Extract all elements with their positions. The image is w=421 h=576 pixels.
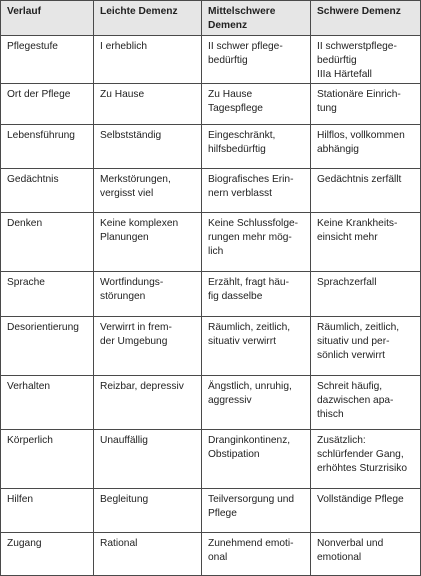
table-cell: Stationäre Einrich- tung [311,84,421,125]
table-cell: Biografisches Erin- nern verblasst [202,169,311,213]
table-cell: Zunehmend emoti- onal [202,533,311,576]
table-cell: Räumlich, zeitlich, situativ und per- sönlich verwirrt [311,317,421,376]
table-cell: Wortfindungs- störungen [94,272,202,317]
table-cell: Erzählt, fragt häu- fig dasselbe [202,272,311,317]
row-label-cell: Hilfen [1,489,94,533]
table-cell: Vollständige Pflege [311,489,421,533]
table-cell: Schreit häufig, dazwischen apa- thisch [311,376,421,430]
header-cell-schwere-demenz: Schwere Demenz [311,1,421,36]
table-cell: Rational [94,533,202,576]
table-row [1,376,421,430]
table-cell: Keine Schlussfolge- rungen mehr mög- lich [202,213,311,272]
table-cell: Zu Hause Tagespflege [202,84,311,125]
table-cell: Unauffällig [94,430,202,489]
table-row [1,272,421,317]
table-cell: Keine Krankheits- einsicht mehr [311,213,421,272]
table-row [1,533,421,576]
table-cell: Sprachzerfall [311,272,421,317]
table-body [1,36,421,576]
table-cell: Eingeschränkt, hilfsbedürftig [202,125,311,169]
header-row [1,1,421,36]
header-cell-mittelschwere-demenz: Mittelschwere Demenz [202,1,311,36]
table-cell: Verwirrt in frem- der Umgebung [94,317,202,376]
table-row [1,430,421,489]
row-label-cell: Denken [1,213,94,272]
row-label-cell: Verhalten [1,376,94,430]
row-label-cell: Zugang [1,533,94,576]
table-cell: II schwer pflege- bedürftig [202,36,311,84]
table-cell: Räumlich, zeitlich, situativ verwirrt [202,317,311,376]
table-row [1,489,421,533]
table-cell: Nonverbal und emotional [311,533,421,576]
table-cell: Merkstörungen, vergisst viel [94,169,202,213]
table-cell: Hilflos, vollkommen abhängig [311,125,421,169]
table-row [1,169,421,213]
table-cell: Teilversorgung und Pflege [202,489,311,533]
table-row [1,213,421,272]
table-cell: Ängstlich, unruhig, aggressiv [202,376,311,430]
table-cell: II schwerstpflege- bedürftig IIIa Härtefall [311,36,421,84]
table-header [1,1,421,36]
row-label-cell: Körperlich [1,430,94,489]
table-row [1,36,421,84]
row-label-cell: Ort der Pflege [1,84,94,125]
table-cell: Dranginkontinenz, Obstipation [202,430,311,489]
row-label-cell: Lebensführung [1,125,94,169]
table-row [1,84,421,125]
table-row [1,317,421,376]
table-cell: Gedächtnis zerfällt [311,169,421,213]
table-cell: Keine komplexen Planungen [94,213,202,272]
row-label-cell: Gedächtnis [1,169,94,213]
header-cell-leichte-demenz: Leichte Demenz [94,1,202,36]
table-cell: Begleitung [94,489,202,533]
row-label-cell: Pflegestufe [1,36,94,84]
header-cell-verlauf: Verlauf [1,1,94,36]
table-cell: Zu Hause [94,84,202,125]
table-cell: I erheblich [94,36,202,84]
row-label-cell: Desorientierung [1,317,94,376]
row-label-cell: Sprache [1,272,94,317]
table-row [1,125,421,169]
table-cell: Zusätzlich: schlürfender Gang, erhöhtes Sturzrisiko [311,430,421,489]
table-cell: Selbstständig [94,125,202,169]
table-cell: Reizbar, depressiv [94,376,202,430]
